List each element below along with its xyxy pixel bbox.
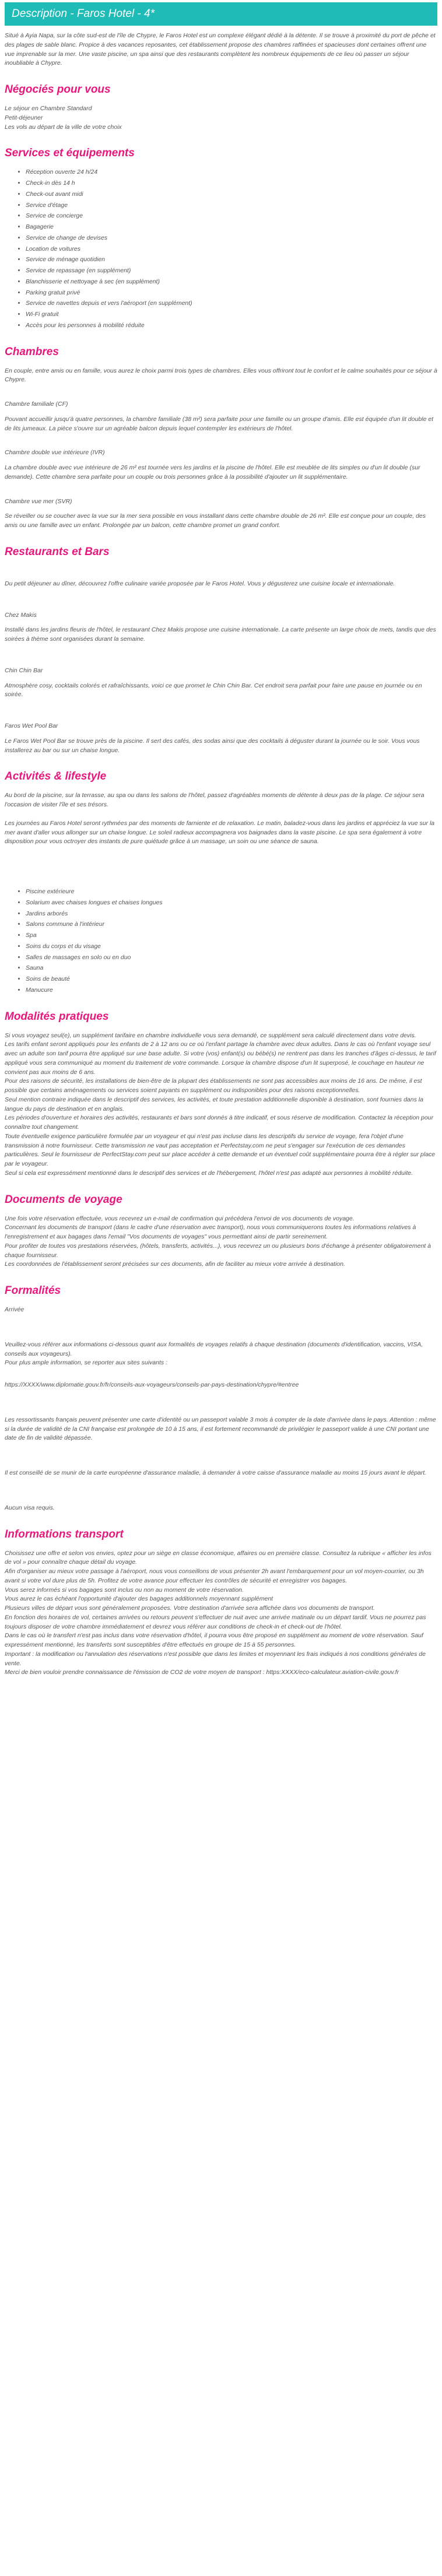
list-item: • Blanchisserie et nettoyage à sec (en supplément): [26, 278, 437, 287]
modalites-line: Toute éventuelle exigence particulière formulée par un voyageur et qui n'est pas incluse dans les descriptifs du service de voyage, fera l'objet d'une transmission à notre fournisseur. Cette transmission ne vaut pas acceptation et Perfectstay.com ne peut s'engager sur l'exécution de ces demandes particulières. Seul le fournisseur de PerfectStay.com peut sur place accéder à cette demande et un éventuel coût supplémentaire pourra être à régler sur place par le voyageur.: [5, 1132, 436, 1167]
section-heading-documents: Documents de voyage: [5, 1193, 122, 1206]
page: [0, 2, 442, 1677]
list-item: • Parking gratuit privé: [26, 289, 437, 298]
venue-description: Installé dans les jardins fleuris de l'hôtel, le restaurant Chez Makis propose une cuisine internationale. La carte présente un large choix de mets, tandis que des soirées à thème sont organisées durant la semaine.: [5, 626, 436, 643]
list-item: • Wi-Fi gratuit: [26, 310, 437, 320]
section-heading-formalites: Formalités: [5, 1285, 61, 1297]
documents-line: Concernant les documents de transport (dans le cadre d'une réservation avec transport), nous vous communiquerons toutes les informations relatives à l'enregistrement et aux bagages dans l'email "Vos documents de voyages" vous permettant ainsi de partir sereinement.: [5, 1224, 416, 1240]
room-name: Chambre familiale (CF): [5, 401, 68, 408]
room-description: La chambre double avec vue intérieure de 26 m² est tournée vers les jardins et la piscine de l'hôtel. Elle est meublée de lits simples ou d'un lit double (sur demande). Cette chambre sera parfaite pour un couple ou trois personnes grâce à la possibilité d'ajouter un lit supplémentaire.: [5, 464, 420, 480]
room-description: Pouvant accueillir jusqu'à quatre personnes, la chambre familiale (38 m²) sera parfaite pour une famille ou un groupe d'amis. Elle est équipée d'un lit double et de lits jumeaux. La pièce s'ouvre sur un agréable balcon depuis lequel contempler les extérieurs de l'hôtel.: [5, 415, 434, 432]
activites-paragraph: Au bord de la piscine, sur la terrasse, au spa ou dans les salons de l'hôtel, passez d'agréables moments de détente à deux pas de la plage. Ce séjour sera l'occasion de visiter l'île et ses trésors.: [5, 792, 425, 808]
section-heading-services: Services et équipements: [5, 147, 135, 160]
venue-description: Le Faros Wet Pool Bar se trouve près de la piscine. Il sert des cafés, des sodas ainsi que des cocktails à déguster durant la journée ou le soir. Vous vous installerez au bar ou sur un chaise longue.: [5, 737, 420, 754]
formalites-plus-info: Pour plus ample information, se reporter aux sites suivants :: [5, 1359, 167, 1367]
modalites-line: Les tarifs enfant seront appliqués pour les enfants de 2 à 12 ans ou ce où l'enfant partage la chambre avec deux adultes. Dans le cas où l'enfant voyage seul avec un adulte son tarif pourra être appliqué sur une base adulte. Si votre (vos) enfant(s) ou bébé(s) ne rentrent pas dans les tranches d'âges ci-dessus, le tarif appliqué vous sera communiqué au moment du traitement de votre commande. Lorsque la chambre dispose d'un lit superposé, le couchage en hauteur ne convient pas aux moins de 6 ans.: [5, 1041, 436, 1076]
list-item: • Check-in dès 14 h: [26, 179, 437, 188]
transport-line: Vous aurez le cas échéant l'opportunité d'ajouter des bagages additionnels moyennant supplément: [5, 1595, 273, 1603]
modalites-line: Les périodes d'ouverture et horaires des activités, restaurants et bars sont donnés à titre indicatif, et sous réserve de modification. Contactez la réception pour connaître tout changement.: [5, 1114, 434, 1131]
list-item: • Soins du corps et du visage: [26, 942, 437, 952]
modalites-line: Seul mention contraire indiquée dans le descriptif des services, les activités, et toute prestation additionnelle disponible à destination, sont fournies dans la langue du pays de destination et en anglais.: [5, 1096, 423, 1112]
activites-paragraph: Les journées au Faros Hotel seront rythmées par des moments de farniente et de relaxation. Le matin, baladez-vous dans les jardins et appréciez la vue sur la mer avant d'aller vous allonger sur un chaise longue. Le soleil radieux accompagnera vos baignades dans la vaste piscine. Le spa sera également à votre disposition pour vous octroyer des instants de pure quiétude grâce à un massage, un soin ou une séance de sauna.: [5, 819, 435, 845]
section-heading-activites: Activités & lifestyle: [5, 770, 107, 783]
intro-text: Situé à Ayia Napa, sur la côte sud-est de l'île de Chypre, le Faros Hotel est un complexe élégant dédié à la détente. Il se trouve à proximité du port de pêche et des plages de sable blanc. Propice à des vacances reposantes, cet établissement propose des chambres raffinées et spacieuses dont certaines offrent une vue imprenable sur la mer. Une vaste piscine, un spa ainsi que des restaurants complètent les nombreux équipements de ce lieu où passer un séjour inoubliable à Chypre.: [5, 32, 436, 67]
section-heading-modalites: Modalités pratiques: [5, 1010, 109, 1023]
list-item: • Spa: [26, 931, 437, 940]
formalites-verify: Veuillez-vous référer aux informations ci-dessous quant aux formalités de voyages relatifs à chaque destination (documents d'identification, vaccins, VISA, conseils aux voyageurs).: [5, 1340, 423, 1357]
list-item: • Salons commune à l'intérieur: [26, 920, 437, 929]
page-title: Description - Faros Hotel - 4*: [5, 2, 437, 26]
list-item: • Service de concierge: [26, 212, 437, 221]
section-heading-restaurants: Restaurants et Bars: [5, 545, 110, 558]
room-description: Se réveiller ou se coucher avec la vue sur la mer sera possible en vous installant dans cette chambre double de 26 m². Elle est conçue pour un couple, des amis ou une famille avec un enfant. Prolongée par un balcon, cette chambre promet un grand confort.: [5, 513, 426, 529]
transport-line: Merci de bien vouloir prendre connaissance de l'émission de CO2 de votre moyen de transport : https:XXXX/eco-calculateur.aviation-civile.gouv.fr: [5, 1669, 399, 1676]
list-item: • Sauna: [26, 964, 437, 973]
section-heading-transport: Informations transport: [5, 1528, 124, 1540]
modalites-line: Si vous voyagez seul(e), un supplément tarifaire en chambre individuelle vous sera demandé, ce supplément sera calculé directement dans votre devis.: [5, 1031, 416, 1039]
list-item: • Réception ouverte 24 h/24: [26, 168, 437, 177]
list-item: • Salles de massages en solo ou en duo: [26, 953, 437, 963]
formalites-vaccin: Aucun visa requis.: [5, 1504, 55, 1511]
list-item: • Jardins arborés: [26, 910, 437, 919]
chambres-intro: En couple, entre amis ou en famille, vous aurez le choix parmi trois types de chambres. Elles vous offriront tout le confort et le calme souhaités pour ce séjour à Chypre.: [5, 367, 437, 384]
list-item: • Piscine extérieure: [26, 887, 437, 897]
venue-description: Atmosphère cosy, cocktails colorés et rafraîchissants, voici ce que promet le Chin Chin Bar. Cet endroit sera parfait pour faire une pause en journée ou en soirée.: [5, 682, 422, 699]
formalites-ressortissants: Les ressortissants français peuvent présenter une carte d'identité ou un passeport valable 3 mois à compter de la date d'arrivée dans le pays. Attention : même si la durée de validité de la CNI française est prolongée de 10 à 15 ans, il est fortement recommandé de privilégier le passeport valide à une CNI portant une date de fin de validité dépassée.: [5, 1416, 436, 1442]
list-item: • Solarium avec chaises longues et chaises longues: [26, 899, 437, 908]
transport-line: En fonction des horaires de vol, certaines arrivées ou retours peuvent s'effectuer de nuit avec une arrivée matinale ou un départ tardif. Vous ne pourrez pas toujours disposer de votre chambre immédiatement et devrez vous référer aux conditions de check-in et check-out de l'hôtel.: [5, 1613, 426, 1630]
transport-line: Choisissez une offre et selon vos envies, optez pour un siège en classe économique, affaires ou en première classe. Consultez la rubrique « afficher les infos de vol » pour connaître chaque détail du voyage.: [5, 1549, 432, 1566]
negocies-line: Les vols au départ de la ville de votre choix: [5, 123, 122, 131]
venue-name: Chez Makis: [5, 611, 37, 619]
venue-name: Chin Chin Bar: [5, 666, 43, 674]
restaurants-intro: Du petit déjeuner au dîner, découvrez l'offre culinaire variée proposée par le Faros Hotel. Vous y dégusterez une cuisine locale et internationale.: [5, 580, 395, 587]
transport-line: Important : la modification ou l'annulation des réservations n'est possible que dans les limites et moyennant les frais indiqués à nos conditions générales de vente.: [5, 1650, 426, 1667]
venue-name: Faros Wet Pool Bar: [5, 722, 58, 729]
transport-line: Afin d'organiser au mieux votre passage à l'aéroport, nous vous conseillons de vous présenter 2h avant l'embarquement pour un vol moyen-courrier, ou 3h avant si votre vol dure plus de 5h. Profitez de votre avance pour effectuer les contrôles de sécurité et enregistrer vos bagages.: [5, 1568, 424, 1584]
formalites-arrivee: Arrivée: [5, 1306, 24, 1313]
modalites-line: Pour des raisons de sécurité, les installations de bien-être de la plupart des établissements ne sont pas accessibles aux moins de 16 ans. De même, il est possible que certains aménagements ou services soient payants en supplément ou indisponibles pour des raisons exceptionnelles.: [5, 1078, 422, 1094]
list-item: • Service de change de devises: [26, 234, 437, 243]
section-heading-negocies: Négociés pour vous: [5, 83, 111, 96]
negocies-line: Petit-déjeuner: [5, 114, 43, 121]
list-item: • Service d'étage: [26, 201, 437, 210]
list-item: • Service de ménage quotidien: [26, 255, 437, 265]
documents-line: Les coordonnées de l'établissement seront précisées sur ces documents, afin de faciliter au mieux votre arrivée à destination.: [5, 1261, 345, 1268]
list-item: • Soins de beauté: [26, 975, 437, 984]
transport-line: Dans le cas où le transfert n'est pas inclus dans votre réservation d'hôtel, il pourra vous être proposé en supplément au moment de votre réservation. Sauf expressément mentionné, les transferts sont susceptibles d'être effectués en groupe de 15 à 55 personnes.: [5, 1632, 423, 1648]
formalites-url-link[interactable]: https://XXXX/www.diplomatie.gouv.fr/fr/conseils-aux-voyageurs/conseils-par-pays-destination/chypre/#entree: [5, 1381, 299, 1388]
list-item: • Service de repassage (en supplément): [26, 266, 437, 276]
services-list: [5, 168, 437, 330]
list-item: • Service de navettes depuis et vers l'aéroport (en supplément): [26, 299, 437, 308]
transport-line: Plusieurs villes de départ vous sont généralement proposées. Votre destination d'arrivée sera affichée dans vos documents de transport.: [5, 1605, 375, 1612]
list-item: • Accès pour les personnes à mobilité réduite: [26, 321, 437, 331]
documents-line: Pour profiter de toutes vos prestations réservées, (hôtels, transferts, activités...), vous recevrez un ou plusieurs bons d'échange à présenter obligatoirement à chaque fournisseur.: [5, 1242, 431, 1259]
room-name: Chambre vue mer (SVR): [5, 497, 72, 505]
documents-line: Une fois votre réservation effectuée, vous recevrez un e-mail de confirmation qui précédera l'envoi de vos documents de voyage.: [5, 1215, 355, 1222]
formalites-assurance: Il est conseillé de se munir de la carte européenne d'assurance maladie, à demander à votre caisse d'assurance maladie au moins 15 jours avant le départ.: [5, 1469, 427, 1476]
negocies-line: Le séjour en Chambre Standard: [5, 105, 92, 112]
modalites-line: Seul si cela est expressément mentionné dans le descriptif des services et de l'hébergement, l'hôtel n'est pas adapté aux personnes à mobilité réduite.: [5, 1169, 413, 1177]
list-item: • Location de voitures: [26, 245, 437, 254]
room-name: Chambre double vue intérieure (IVR): [5, 449, 105, 457]
list-item: • Manucure: [26, 986, 437, 995]
list-item: • Bagagerie: [26, 223, 437, 232]
transport-line: Vous serez informés si vos bagages sont inclus ou non au moment de votre réservation.: [5, 1586, 244, 1594]
section-heading-chambres: Chambres: [5, 345, 59, 358]
list-item: • Check-out avant midi: [26, 190, 437, 199]
activites-list: [5, 887, 437, 995]
